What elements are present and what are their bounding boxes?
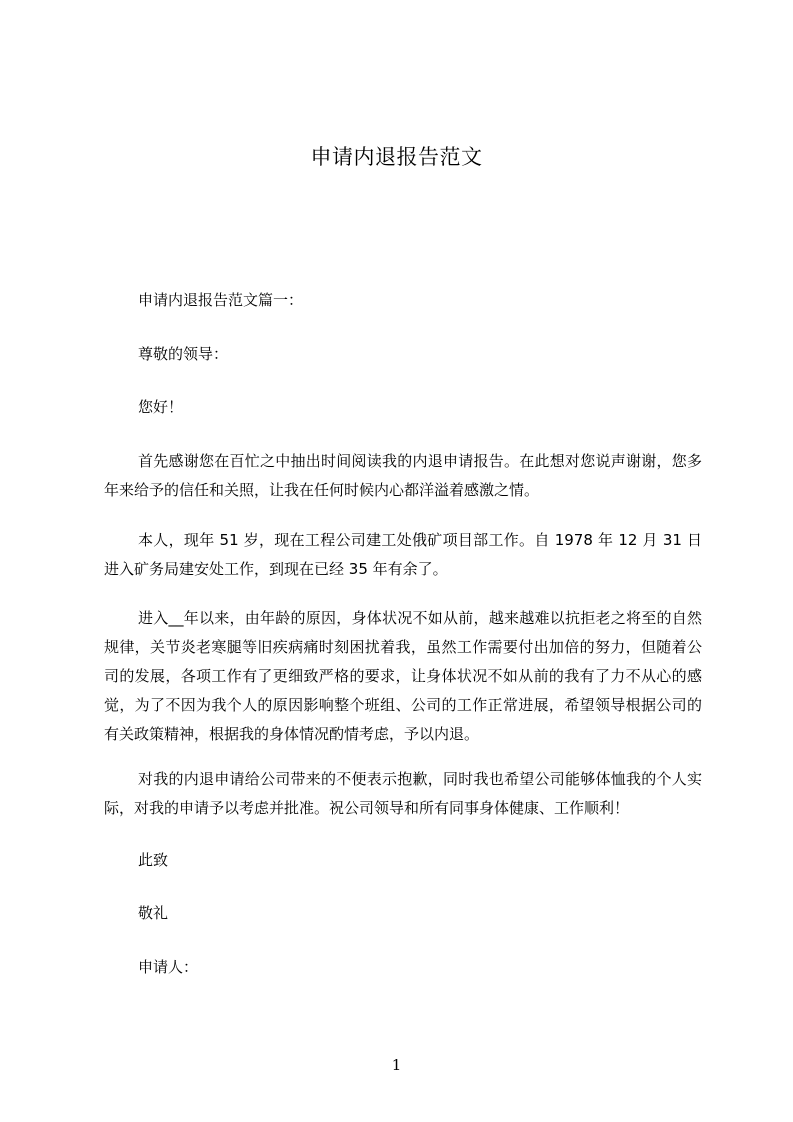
section-heading: 申请内退报告范文篇一： (138, 291, 304, 309)
paragraph-thanks: 首先感谢您在百忙之中抽出时间阅读我的内退申请报告。在此想对您说声谢谢，您多年来给予的信任和关照，让我在任何时候内心都洋溢着感激之情。 (104, 452, 702, 499)
closing-jingli: 敬礼 (138, 904, 169, 922)
paragraph-personal-info: 本人，现年 51 岁，现在工程公司建工处俄矿项目部工作。自 1978 年 12 月 31 日进入矿务局建安处工作，到现在已经 35 年有余了。 (104, 531, 702, 578)
closing-cizhi: 此致 (138, 851, 169, 869)
paragraph-request: 对我的内退申请给公司带来的不便表示抱歉，同时我也希望公司能够体恤我的个人实际，对我的申请予以考虑并批准。祝公司领导和所有同事身体健康、工作顺利！ (104, 770, 702, 817)
document-title: 申请内退报告范文 (310, 145, 483, 169)
greeting: 您好！ (138, 398, 184, 416)
page-number: 1 (391, 1056, 402, 1074)
salutation: 尊敬的领导： (138, 345, 229, 363)
paragraph-reason: 进入__年以来，由年龄的原因，身体状况不如从前，越来越难以抗拒老之将至的自然规律，关节炎老寒腿等旧疾病痛时刻困扰着我，虽然工作需要付出加倍的努力，但随着公司的发展，各项工作有了更细致严格的要求，让身体状况不如从前的我有了力不从心的感觉，为了不因为我个人的原因影响整个班组、公司的工作正常进展，希望领导根据公司的有关政策精神，根据我的身体情况酌情考虑，予以内退。 (104, 609, 702, 743)
applicant-label: 申请人： (138, 958, 199, 976)
